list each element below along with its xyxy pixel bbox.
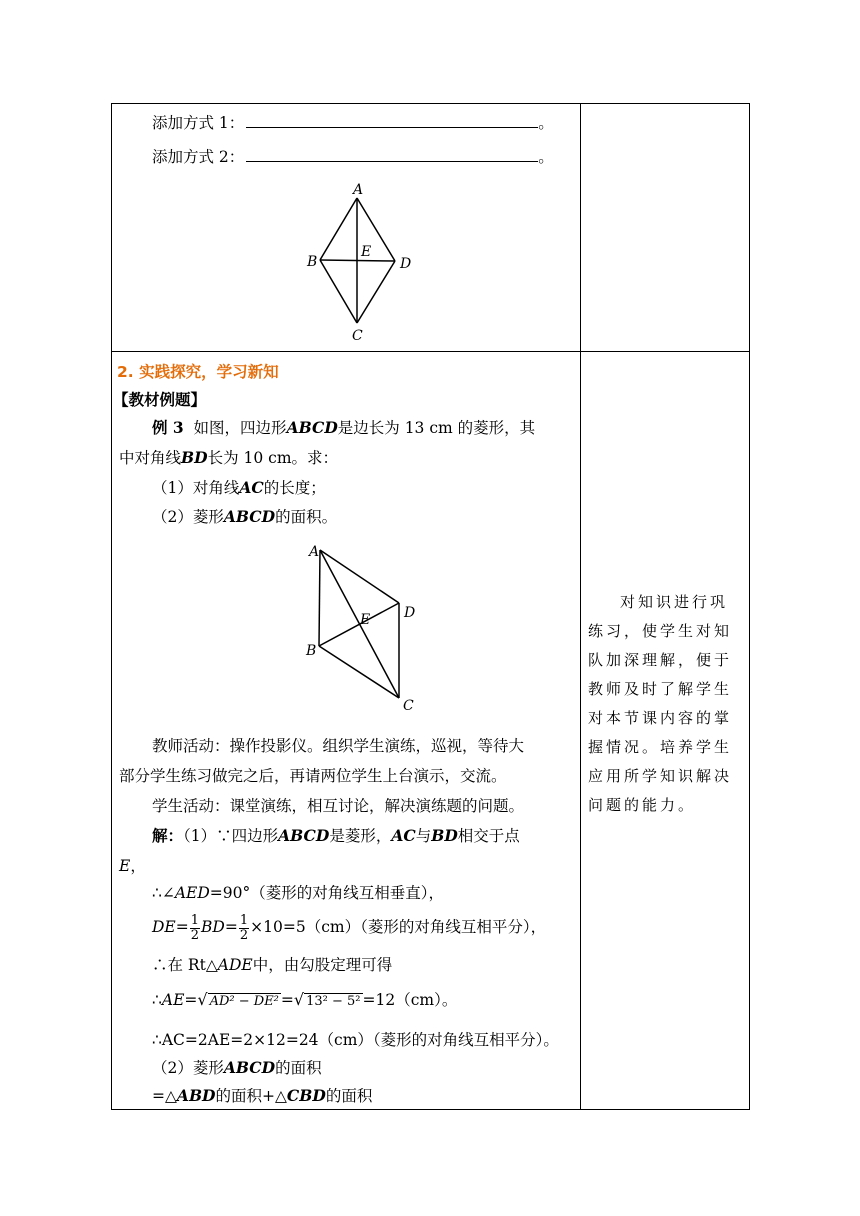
solution-area-heading: （2）菱形ABCD的面积 xyxy=(152,1058,322,1077)
label-B: B xyxy=(306,643,317,659)
label-D: D xyxy=(404,605,416,621)
fraction-half: $\frac{1}{2}$ xyxy=(190,912,200,943)
solution-ac: ∴AC=2AE=2×12=24（cm）（菱形的对角线互相平分）。 xyxy=(152,1031,559,1049)
section-heading: 2. 实践探究，学习新知 xyxy=(117,363,279,381)
radical-1: AD² − DE² xyxy=(209,994,279,1009)
label-B: B xyxy=(307,254,318,270)
question-1: （1）对角线AC的长度； xyxy=(152,478,326,497)
teacher-activity-1: 教师活动：操作投影仪。组织学生演练，巡视，等待大 xyxy=(152,737,525,755)
label-C: C xyxy=(352,328,363,344)
fraction-half: $\frac{1}{2}$ xyxy=(239,912,249,943)
label-E: E xyxy=(361,244,372,260)
label-A: A xyxy=(353,182,364,198)
rhombus-figure-1 xyxy=(300,178,430,346)
table-row-divider xyxy=(111,351,750,352)
solution-aed: ∴∠AED=90°（菱形的对角线互相垂直）， xyxy=(152,884,445,902)
example-line-2: 中对角线BD长为 10 cm。求： xyxy=(119,448,339,467)
rhombus-figure-2 xyxy=(300,540,430,718)
solution-line-1: 解：（1）∵四边形ABCD是菱形，AC与BD相交于点 xyxy=(152,826,520,845)
label-E: E xyxy=(360,612,371,628)
design-intent-remark: 对知识进行巩练习，使学生对知队加深理解，便于教师及时了解学生对本节课内容的掌握情况。培养学生应用所学知识解决问题的能力。 xyxy=(588,593,733,814)
table-border-right xyxy=(749,103,750,1110)
table-border-top xyxy=(111,103,750,104)
solution-ae: ∴AE=√ AD² − DE² =√ 13² − 5² =12（cm）。 xyxy=(152,990,458,1009)
table-border-left xyxy=(111,103,112,1110)
label-D: D xyxy=(400,256,412,272)
solution-de: DE= $\frac{1}{2}$ BD= $\frac{1}{2}$ ×10=5（cm）（菱形的对角线互相平分）， xyxy=(152,912,547,943)
radical-2: 13² − 5² xyxy=(306,994,361,1009)
add-method-1: 添加方式 1： 。 xyxy=(152,114,554,132)
example-line-1: 例 3 如图，四边形ABCD是边长为 13 cm 的菱形，其 xyxy=(152,418,536,437)
add-method-2: 添加方式 2： 。 xyxy=(152,148,554,166)
label-C: C xyxy=(403,698,414,714)
table-border-bottom xyxy=(111,1109,750,1110)
textbook-example-heading: 【教材例题】 xyxy=(113,390,207,409)
table-column-divider xyxy=(580,103,581,1110)
teacher-activity-2: 部分学生练习做完之后，再请两位学生上台演示，交流。 xyxy=(119,767,507,785)
label-A: A xyxy=(309,544,320,560)
question-2: （2）菱形ABCD的面积。 xyxy=(152,507,338,526)
student-activity: 学生活动：课堂演练，相互讨论，解决演练题的问题。 xyxy=(152,797,525,815)
solution-rt: ∴在 Rt△ADE中，由勾股定理可得 xyxy=(152,956,393,974)
solution-area-sum: =△ABD的面积+△CBD的面积 xyxy=(152,1086,373,1105)
solution-line-2: E， xyxy=(119,857,146,875)
